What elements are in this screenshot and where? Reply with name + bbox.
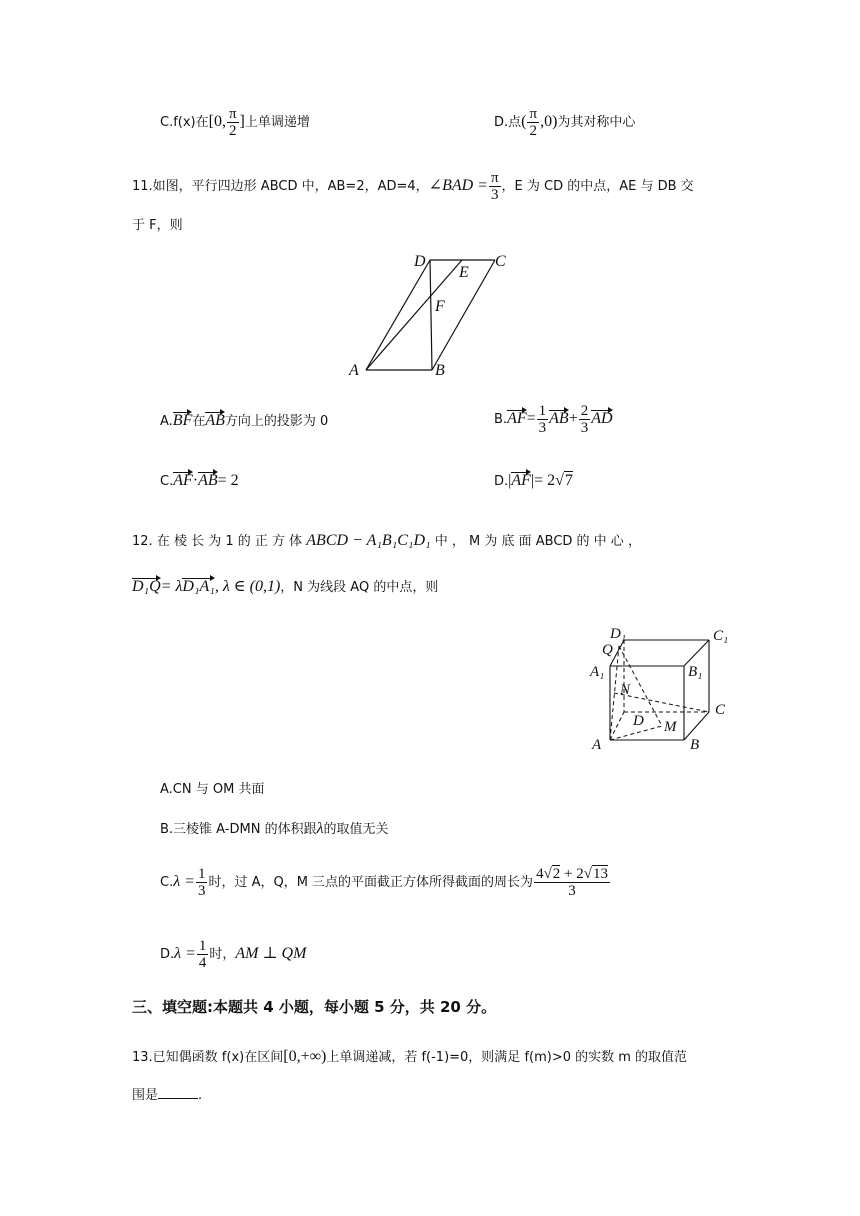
q11-option-c: C.AF·AB= 2 xyxy=(160,472,239,489)
perimeter-fraction: $\frac{4√2 + 2√13}{3}$ xyxy=(536,866,608,899)
q10-optd-frac: $\frac{\pi}{2}$ xyxy=(529,106,538,139)
q10-optd-suffix: 为其对称中心 xyxy=(557,115,636,130)
segment-ae xyxy=(366,260,462,370)
sqrt-7: 7 xyxy=(564,472,573,489)
vec-bf: BF xyxy=(172,412,193,429)
q12-option-b: B.三棱锥 A-DMN 的体积跟λ的取值无关 xyxy=(160,820,389,837)
label-c: C xyxy=(715,702,726,718)
q12-option-a: A.CN 与 OM 共面 xyxy=(160,782,265,797)
q13-stem: 13.已知偶函数 f(x)在区间[0,+∞)上单调递减，若 f(-1)=0，则满足 f(m)>0 的实数 m 的取值范 xyxy=(132,1048,688,1065)
label-a: A xyxy=(592,737,602,753)
q11-option-a: A.BF在AB方向上的投影为 0 xyxy=(160,412,329,429)
q10-optd-close: ,0) xyxy=(540,113,558,130)
q10-optd-prefix: D.点 xyxy=(494,115,522,130)
label-b: B xyxy=(690,737,700,753)
q12-cube-name: ABCD − A₁B₁C₁D₁ xyxy=(306,532,431,549)
label-a1: A₁ xyxy=(590,664,605,680)
q12-option-d: D.λ = $\frac{1}{4}$ 时，AM ⊥ QM xyxy=(160,938,307,971)
q12-stem xyxy=(132,530,732,550)
label-f: F xyxy=(435,298,445,315)
vec-d1a1: D₁A₁ xyxy=(182,578,215,595)
label-n: N xyxy=(620,682,631,698)
label-c1: C₁ xyxy=(713,628,729,644)
label-c: C xyxy=(495,253,506,270)
q11-option-b: B.AF= $\frac{1}{3}$ AB+ $\frac{2}{3}$ AD xyxy=(494,403,613,436)
q12-stem-a: 12. 在 棱 长 为 1 的 正 方 体 xyxy=(132,534,303,549)
q12-stem-b: 中 ， M 为 底 面 ABCD 的 中 心 ， xyxy=(434,534,641,549)
vec-af: AF xyxy=(511,472,531,489)
q10-option-d xyxy=(494,106,635,139)
vec-ad: AD xyxy=(591,410,613,427)
q12-option-c: C.λ = $\frac{1}{3}$ 时，过 A，Q，M 三点的平面截正方体所得截面的周长为 $\frac{4√2 + 2√13}{3}$ xyxy=(160,866,608,899)
label-d: D xyxy=(414,253,426,270)
q11-stem xyxy=(132,170,694,203)
q11-stem-line2: 于 F，则 xyxy=(132,218,183,233)
vec-af: AF xyxy=(507,410,527,427)
q10-optc-open: [0, xyxy=(208,113,226,130)
label-b: B xyxy=(435,362,445,379)
q10-option-c xyxy=(160,106,310,139)
q10-optc-suffix: 上单调递增 xyxy=(244,115,310,130)
q12-cube-figure xyxy=(586,622,736,757)
label-d: D xyxy=(633,713,644,729)
vec-af: AF xyxy=(173,472,193,489)
q11-parallelogram-figure xyxy=(340,248,520,383)
q10-optc-frac: $\frac{\pi}{2}$ xyxy=(228,106,237,139)
answer-blank[interactable] xyxy=(158,1098,198,1099)
label-b1: B₁ xyxy=(688,664,703,680)
q12-stem-line2: D₁Q= λD₁A₁, λ ∈ (0,1)，N 为线段 AQ 的中点，则 xyxy=(132,578,439,595)
q13-interval: [0,+∞) xyxy=(283,1048,327,1065)
q10-optd-open: ( xyxy=(521,113,527,130)
q13-stem-line2: 围是 . xyxy=(132,1088,203,1103)
label-e: E xyxy=(459,264,469,281)
label-m: M xyxy=(664,719,677,735)
q11-angle: ∠BAD = xyxy=(428,177,488,194)
vec-ab: AB xyxy=(549,410,569,427)
edge-ad xyxy=(366,260,430,370)
vec-d1q: D₁Q xyxy=(132,578,161,595)
label-d1: D₁ xyxy=(610,626,627,642)
q11-angle-frac: $\frac{\pi}{3}$ xyxy=(490,170,499,203)
section3-heading: 三、填空题:本题共 4 小题，每小题 5 分，共 20 分。 xyxy=(132,998,497,1016)
vec-ab: AB xyxy=(198,472,218,489)
q11-stem-a: 11.如图，平行四边形 ABCD 中，AB=2，AD=4， xyxy=(132,179,429,194)
segment-db xyxy=(430,260,432,370)
q11-stem-b: ，E 为 CD 的中点，AE 与 DB 交 xyxy=(501,179,694,194)
label-a: A xyxy=(349,362,359,379)
q11-option-d: D.|AF|= 2√7 xyxy=(494,472,573,489)
q10-optc-prefix: C.f(x)在 xyxy=(160,115,209,130)
vec-ab: AB xyxy=(205,412,225,429)
label-q: Q xyxy=(602,642,613,658)
q10-optc-close: ] xyxy=(239,113,245,130)
